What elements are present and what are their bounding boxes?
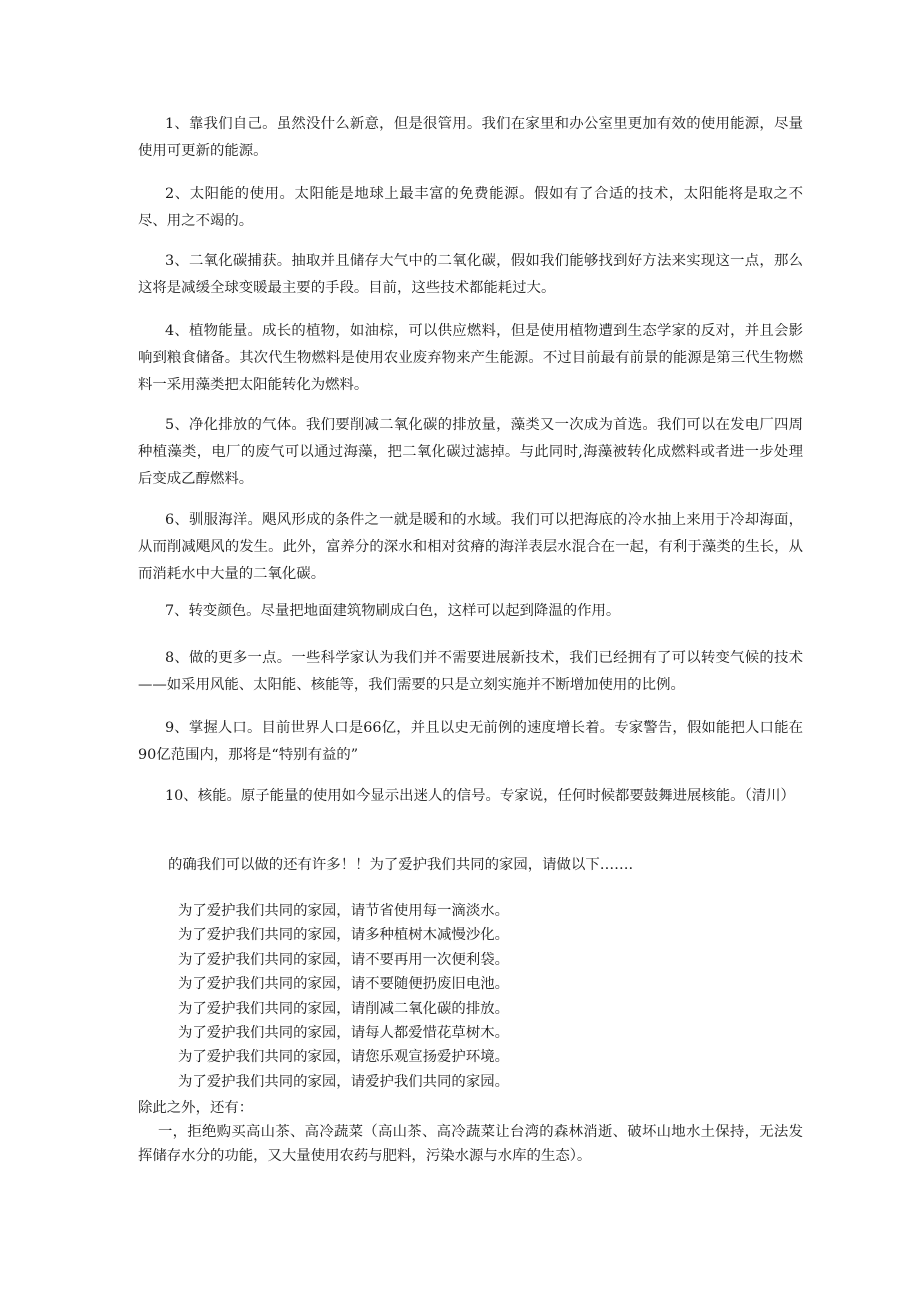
paragraph-3: 3、二氧化碳捕获。抽取并且储存大气中的二氧化碳，假如我们能够找到好方法来实现这一点，那么这将是减缓全球变暖最主要的手段。目前，这些技术都能耗过大。 [138,253,803,296]
paragraph-8: 8、做的更多一点。一些科学家认为我们并不需要进展新技术，我们已经拥有了可以转变气候的技术——如采用风能、太阳能、核能等，我们需要的只是立刻实施并不断增加使用的比例。 [138,650,803,693]
slogan-item: 为了爱护我们共同的家园，请节省使用每一滴淡水。 [178,903,509,919]
paragraph-1: 1、靠我们自己。虽然没什么新意，但是很管用。我们在家里和办公室里更加有效的使用能源，尽量使用可更新的能源。 [138,116,803,159]
slogan-item: 为了爱护我们共同的家园，请不要再用一次便利袋。 [178,951,509,968]
paragraph-10: 10、核能。原子能量的使用如今显示出迷人的信号。专家说，任何时候都要鼓舞进展核能。（清川） [165,788,795,804]
paragraph-5: 5、净化排放的气体。我们要削减二氧化碳的排放量，藻类又一次成为首选。我们可以在发电厂四周种植藻类，电厂的废气可以通过海藻，把二氧化碳过滤掉。与此同时,海藻被转化成燃料或者进一步处理后变成乙醇燃料。 [138,417,803,487]
paragraph-2: 2、太阳能的使用。太阳能是地球上最丰富的免费能源。假如有了合适的技术，太阳能将是取之不尽、用之不竭的。 [138,186,803,229]
slogan-list [178,899,509,1094]
slogan-item: 为了爱护我们共同的家园，请每人都爱惜花草树木。 [178,1025,509,1042]
slogan-item: 为了爱护我们共同的家园，请不要随便扔废旧电池。 [178,976,509,993]
paragraph-4: 4、植物能量。成长的植物，如油棕，可以供应燃料，但是使用植物遭到生态学家的反对，并且会影响到粮食储备。其次代生物燃料是使用农业废弃物来产生能源。不过目前最有前景的能源是第三代生物燃料一采用藻类把太阳能转化为燃料。 [138,323,803,393]
slogan-item: 为了爱护我们共同的家园，请爱护我们共同的家园。 [178,1073,509,1090]
slogan-item: 为了爱护我们共同的家园，请削减二氧化碳的排放。 [178,1000,509,1017]
paragraph-6: 6、驯服海洋。飓风形成的条件之一就是暖和的水域。我们可以把海底的冷水抽上来用于冷却海面，从而削减飓风的发生。此外，富养分的深水和相对贫瘠的海洋表层水混合在一起，有利于藻类的生长，从而消耗水中大量的二氧化碳。 [138,512,803,582]
paragraph-9: 9、掌握人口。目前世界人口是66亿，并且以史无前例的速度增长着。专家警告，假如能把人口能在90亿范围内，那将是“特别有益的” [138,720,803,763]
paragraph-7: 7、转变颜色。尽量把地面建筑物刷成白色，这样可以起到降温的作用。 [165,603,621,619]
item-one-paragraph: 一，拒绝购买高山茶、高冷蔬菜（高山茶、高冷蔬菜让台湾的森林消逝、破坏山地水土保持，无法发挥储存水分的功能，又大量使用农药与肥料，污染水源与水库的生态）。 [138,1124,803,1164]
slogan-item: 为了爱护我们共同的家园，请您乐观宣扬爱护环境。 [178,1049,509,1066]
slogan-item: 为了爱护我们共同的家园，请多种植树木减慢沙化。 [178,927,509,944]
intro-line: 的确我们可以做的还有许多！！为了爱护我们共同的家园，请做以下……. [168,857,634,873]
besides-heading: 除此之外，还有： [138,1100,254,1116]
